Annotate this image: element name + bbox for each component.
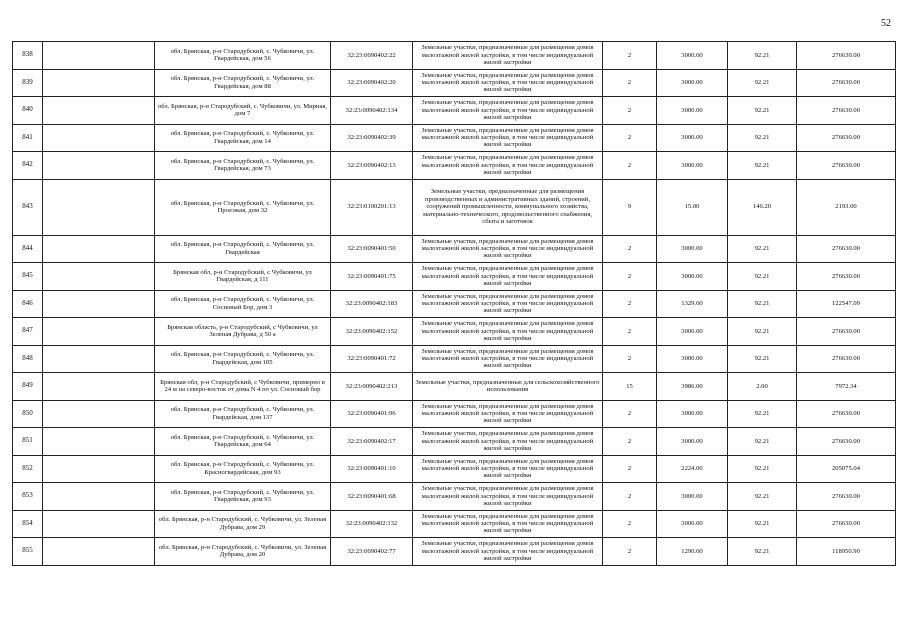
land-use-cell: Земельные участки, предназначенные для размещения производственных и административных зданий, строений, сооружений промышленности, коммунального хозяйства, материально-технического, продовольственного снабжения, сбыта и заготовок	[413, 179, 603, 235]
address-cell: обл. Брянская, р-н Стародубский, с. Чубковичи, ул. Мирная, дом 7	[155, 97, 331, 125]
cadastral-number-cell: 32:23:0090402:213	[331, 373, 413, 401]
address-cell: Брянская область, р-н Стародубский, с Чубковичи, ул Зеленая Дубрава, д 50 а	[155, 318, 331, 346]
area-cell: 3000.00	[657, 263, 728, 291]
cadastral-value-cell: 276630.00	[797, 97, 896, 125]
cadastral-value-cell: 276630.00	[797, 124, 896, 152]
cadastral-number-cell: 32:23:0090402:13	[331, 152, 413, 180]
table-row	[13, 263, 896, 291]
area-cell: 15.00	[657, 179, 728, 235]
cadastral-value-cell: 122547.09	[797, 290, 896, 318]
address-cell: обл. Брянская, р-н Стародубский, с. Чубковичи, ул. Гвардейская, дом 93	[155, 483, 331, 511]
cadastral-value-cell: 276630.00	[797, 42, 896, 70]
empty-cell	[43, 428, 155, 456]
row-number-cell: 853	[13, 483, 43, 511]
empty-cell	[43, 373, 155, 401]
area-cell: 3000.00	[657, 42, 728, 70]
row-number-cell: 852	[13, 455, 43, 483]
row-number-cell: 842	[13, 152, 43, 180]
group-cell: 2	[603, 345, 657, 373]
cadastral-number-cell: 32:23:0090402:134	[331, 97, 413, 125]
table-row	[13, 318, 896, 346]
specific-value-cell: 92.21	[728, 455, 797, 483]
empty-cell	[43, 152, 155, 180]
cadastral-number-cell: 32:23:0090402:152	[331, 318, 413, 346]
area-cell: 3000.00	[657, 428, 728, 456]
empty-cell	[43, 124, 155, 152]
address-cell: обл. Брянская, р-н Стародубский, с. Чубковичи, ул. Гвардейская, дом 64	[155, 428, 331, 456]
land-use-cell: Земельные участки, предназначенные для сельскохозяйственного использования	[413, 373, 603, 401]
land-plots-table	[12, 41, 896, 566]
cadastral-value-cell: 276630.00	[797, 152, 896, 180]
group-cell: 15	[603, 373, 657, 401]
row-number-cell: 846	[13, 290, 43, 318]
address-cell: Брянская обл, р-н Стародубский, с Чубковичи, примерно в 24 м на северо-восток от дома N 4 по ул. Сосновый бор	[155, 373, 331, 401]
cadastral-number-cell: 32:23:0100201:13	[331, 179, 413, 235]
address-cell: обл. Брянская, р-н Стародубский, с. Чубковичи, ул. Гвардейская, дом 14	[155, 124, 331, 152]
land-use-cell: Земельные участки, предназначенные для размещения домов малоэтажной жилой застройки, в том числе индивидуальной жилой застройки	[413, 400, 603, 428]
cadastral-value-cell: 276630.00	[797, 69, 896, 97]
row-number-cell: 848	[13, 345, 43, 373]
land-use-cell: Земельные участки, предназначенные для размещения домов малоэтажной жилой застройки, в том числе индивидуальной жилой застройки	[413, 97, 603, 125]
specific-value-cell: 92.21	[728, 510, 797, 538]
group-cell: 2	[603, 152, 657, 180]
table-row	[13, 428, 896, 456]
specific-value-cell: 92.21	[728, 235, 797, 263]
land-use-cell: Земельные участки, предназначенные для размещения домов малоэтажной жилой застройки, в том числе индивидуальной жилой застройки	[413, 510, 603, 538]
cadastral-number-cell: 32:23:0090402:77	[331, 538, 413, 566]
specific-value-cell: 92.21	[728, 263, 797, 291]
cadastral-number-cell: 32:23:0090402:17	[331, 428, 413, 456]
cadastral-number-cell: 32:23:0090402:20	[331, 69, 413, 97]
area-cell: 2224.00	[657, 455, 728, 483]
table-row	[13, 373, 896, 401]
cadastral-number-cell: 32:23:0090402:183	[331, 290, 413, 318]
group-cell: 2	[603, 483, 657, 511]
group-cell: 2	[603, 97, 657, 125]
empty-cell	[43, 538, 155, 566]
cadastral-value-cell: 276630.00	[797, 428, 896, 456]
land-use-cell: Земельные участки, предназначенные для размещения домов малоэтажной жилой застройки, в том числе индивидуальной жилой застройки	[413, 345, 603, 373]
address-cell: обл. Брянская, р-н Стародубский, с. Чубковичи, ул. Гвардейская, дом 137	[155, 400, 331, 428]
row-number-cell: 843	[13, 179, 43, 235]
group-cell: 2	[603, 428, 657, 456]
area-cell: 3000.00	[657, 69, 728, 97]
group-cell: 2	[603, 538, 657, 566]
address-cell: обл. Брянская, р-н Стародубский, с. Чубковичи, ул. Гвардейская, дом 73	[155, 152, 331, 180]
area-cell: 3000.00	[657, 97, 728, 125]
cadastral-value-cell: 205075.04	[797, 455, 896, 483]
table-row	[13, 152, 896, 180]
group-cell: 2	[603, 318, 657, 346]
address-cell: обл. Брянская, р-н Стародубский, с. Чубковичи, ул. Зеленая Дубрава, дом 20	[155, 538, 331, 566]
area-cell: 3000.00	[657, 124, 728, 152]
area-cell: 3000.00	[657, 400, 728, 428]
group-cell: 2	[603, 510, 657, 538]
area-cell: 3000.00	[657, 483, 728, 511]
row-number-cell: 854	[13, 510, 43, 538]
group-cell: 2	[603, 42, 657, 70]
row-number-cell: 845	[13, 263, 43, 291]
cadastral-number-cell: 32:23:0090401:50	[331, 235, 413, 263]
specific-value-cell: 92.21	[728, 69, 797, 97]
cadastral-value-cell: 118950.90	[797, 538, 896, 566]
table-row	[13, 235, 896, 263]
row-number-cell: 838	[13, 42, 43, 70]
specific-value-cell: 146.20	[728, 179, 797, 235]
empty-cell	[43, 97, 155, 125]
cadastral-number-cell: 32:23:0090401:75	[331, 263, 413, 291]
row-number-cell: 855	[13, 538, 43, 566]
table-row	[13, 345, 896, 373]
cadastral-value-cell: 7972.34	[797, 373, 896, 401]
address-cell: обл. Брянская, р-н Стародубский, с. Чубковичи, ул. Гвардейская, дом 88	[155, 69, 331, 97]
land-use-cell: Земельные участки, предназначенные для размещения домов малоэтажной жилой застройки, в том числе индивидуальной жилой застройки	[413, 42, 603, 70]
group-cell: 2	[603, 263, 657, 291]
specific-value-cell: 92.21	[728, 483, 797, 511]
group-cell: 2	[603, 124, 657, 152]
row-number-cell: 850	[13, 400, 43, 428]
table-row	[13, 455, 896, 483]
table-row	[13, 69, 896, 97]
land-use-cell: Земельные участки, предназначенные для размещения домов малоэтажной жилой застройки, в том числе индивидуальной жилой застройки	[413, 428, 603, 456]
row-number-cell: 851	[13, 428, 43, 456]
empty-cell	[43, 290, 155, 318]
specific-value-cell: 92.21	[728, 42, 797, 70]
specific-value-cell: 92.21	[728, 345, 797, 373]
group-cell: 2	[603, 455, 657, 483]
table-body	[13, 42, 896, 566]
table-row	[13, 290, 896, 318]
area-cell: 1329.00	[657, 290, 728, 318]
land-use-cell: Земельные участки, предназначенные для размещения домов малоэтажной жилой застройки, в том числе индивидуальной жилой застройки	[413, 318, 603, 346]
empty-cell	[43, 42, 155, 70]
empty-cell	[43, 318, 155, 346]
empty-cell	[43, 510, 155, 538]
group-cell: 9	[603, 179, 657, 235]
cadastral-value-cell: 276630.00	[797, 400, 896, 428]
land-use-cell: Земельные участки, предназначенные для размещения домов малоэтажной жилой застройки, в том числе индивидуальной жилой застройки	[413, 483, 603, 511]
table-row	[13, 179, 896, 235]
specific-value-cell: 92.21	[728, 428, 797, 456]
row-number-cell: 844	[13, 235, 43, 263]
land-use-cell: Земельные участки, предназначенные для размещения домов малоэтажной жилой застройки, в том числе индивидуальной жилой застройки	[413, 235, 603, 263]
address-cell: обл. Брянская, р-н Стародубский, с. Чубковичи, ул. Гвардейская	[155, 235, 331, 263]
land-use-cell: Земельные участки, предназначенные для размещения домов малоэтажной жилой застройки, в том числе индивидуальной жилой застройки	[413, 152, 603, 180]
land-use-cell: Земельные участки, предназначенные для размещения домов малоэтажной жилой застройки, в том числе индивидуальной жилой застройки	[413, 538, 603, 566]
table-row	[13, 97, 896, 125]
cadastral-value-cell: 2193.00	[797, 179, 896, 235]
specific-value-cell: 92.21	[728, 290, 797, 318]
cadastral-value-cell: 276630.00	[797, 263, 896, 291]
cadastral-value-cell: 276630.00	[797, 318, 896, 346]
empty-cell	[43, 263, 155, 291]
table-row	[13, 538, 896, 566]
row-number-cell: 849	[13, 373, 43, 401]
cadastral-number-cell: 32:23:0090401:96	[331, 400, 413, 428]
cadastral-value-cell: 276630.00	[797, 510, 896, 538]
area-cell: 3986.00	[657, 373, 728, 401]
address-cell: обл. Брянская, р-н Стародубский, с. Чубковичи, ул. Гвардейская, дом 56	[155, 42, 331, 70]
specific-value-cell: 92.21	[728, 318, 797, 346]
table-row	[13, 510, 896, 538]
specific-value-cell: 92.21	[728, 124, 797, 152]
row-number-cell: 847	[13, 318, 43, 346]
table-row	[13, 400, 896, 428]
cadastral-number-cell: 32:23:0090402:132	[331, 510, 413, 538]
area-cell: 1290.00	[657, 538, 728, 566]
area-cell: 3000.00	[657, 345, 728, 373]
area-cell: 3000.00	[657, 510, 728, 538]
area-cell: 3000.00	[657, 152, 728, 180]
land-use-cell: Земельные участки, предназначенные для размещения домов малоэтажной жилой застройки, в том числе индивидуальной жилой застройки	[413, 263, 603, 291]
land-use-cell: Земельные участки, предназначенные для размещения домов малоэтажной жилой застройки, в том числе индивидуальной жилой застройки	[413, 290, 603, 318]
address-cell: обл. Брянская, р-н Стародубский, с. Чубковичи, ул. Сосновый Бор, дом 3	[155, 290, 331, 318]
group-cell: 2	[603, 69, 657, 97]
specific-value-cell: 2.00	[728, 373, 797, 401]
specific-value-cell: 92.21	[728, 400, 797, 428]
empty-cell	[43, 345, 155, 373]
land-use-cell: Земельные участки, предназначенные для размещения домов малоэтажной жилой застройки, в том числе индивидуальной жилой застройки	[413, 124, 603, 152]
address-cell: обл. Брянская, р-н Стародубский, с. Чубковичи, ул. Зеленая Дубрава, дом 29	[155, 510, 331, 538]
cadastral-value-cell: 276630.00	[797, 483, 896, 511]
table-row	[13, 124, 896, 152]
group-cell: 2	[603, 235, 657, 263]
empty-cell	[43, 483, 155, 511]
specific-value-cell: 92.21	[728, 152, 797, 180]
row-number-cell: 841	[13, 124, 43, 152]
table-row	[13, 483, 896, 511]
row-number-cell: 839	[13, 69, 43, 97]
cadastral-number-cell: 32:23:0090402:39	[331, 124, 413, 152]
empty-cell	[43, 235, 155, 263]
cadastral-number-cell: 32:23:0090401:10	[331, 455, 413, 483]
address-cell: обл. Брянская, р-н Стародубский, с. Чубковичи, ул. Проезжая, дом 32	[155, 179, 331, 235]
area-cell: 3000.00	[657, 318, 728, 346]
cadastral-number-cell: 32:23:0090401:68	[331, 483, 413, 511]
specific-value-cell: 92.21	[728, 97, 797, 125]
page-number: 52	[881, 18, 891, 29]
row-number-cell: 840	[13, 97, 43, 125]
land-use-cell: Земельные участки, предназначенные для размещения домов малоэтажной жилой застройки, в том числе индивидуальной жилой застройки	[413, 455, 603, 483]
cadastral-number-cell: 32:23:0090402:22	[331, 42, 413, 70]
table-row	[13, 42, 896, 70]
empty-cell	[43, 179, 155, 235]
empty-cell	[43, 400, 155, 428]
cadastral-number-cell: 32:23:0090401:72	[331, 345, 413, 373]
address-cell: Брянская обл, р-н Стародубский, с Чубковичи, ул Гвардейская, д 111	[155, 263, 331, 291]
land-use-cell: Земельные участки, предназначенные для размещения домов малоэтажной жилой застройки, в том числе индивидуальной жилой застройки	[413, 69, 603, 97]
specific-value-cell: 92.21	[728, 538, 797, 566]
group-cell: 2	[603, 290, 657, 318]
empty-cell	[43, 69, 155, 97]
group-cell: 2	[603, 400, 657, 428]
cadastral-value-cell: 276630.00	[797, 345, 896, 373]
address-cell: обл. Брянская, р-н Стародубский, с. Чубковичи, ул. Красногвардейская, дом 93	[155, 455, 331, 483]
area-cell: 3000.00	[657, 235, 728, 263]
empty-cell	[43, 455, 155, 483]
address-cell: обл. Брянская, р-н Стародубский, с. Чубковичи, ул. Гвардейская, дом 105	[155, 345, 331, 373]
cadastral-value-cell: 276630.00	[797, 235, 896, 263]
